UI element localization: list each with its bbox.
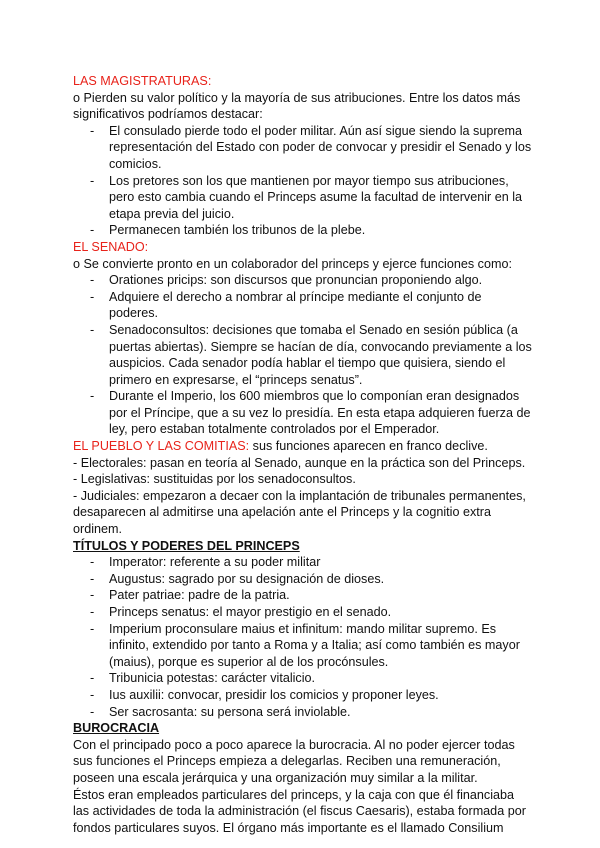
list-item xyxy=(73,123,533,173)
senado-list xyxy=(73,272,533,438)
dash-marker: - xyxy=(90,671,95,686)
list-item-text: Augustus: sagrado por su designación de dioses. xyxy=(109,571,385,586)
list-item xyxy=(73,621,533,671)
dash-marker: - xyxy=(90,289,95,304)
burocracia-paragraph-1: Con el principado poco a poco aparece la burocracia. Al no poder ejercer todas sus funciones el Princeps empieza a delegarlas. Reciben una remuneración, poseen una escala jerárquica y una organización muy similar a la militar. xyxy=(73,737,515,785)
list-item xyxy=(73,554,533,571)
dash-marker: - xyxy=(90,173,95,188)
list-item xyxy=(73,322,533,388)
burocracia-heading: BUROCRACIA xyxy=(73,721,160,736)
list-item-text: Tribunicia potestas: carácter vitalicio. xyxy=(109,671,316,686)
list-item xyxy=(73,670,533,687)
list-item-text: Durante el Imperio, los 600 miembros que lo componían eran designados por el Príncipe, que a su vez lo presidía. En esta etapa adquieren fuerza de ley, pero estaban totalmente controlados por el Emperador. xyxy=(109,389,531,437)
list-item xyxy=(73,587,533,604)
pueblo-line-legislativas: - Legislativas: sustituidas por los senadoconsultos. xyxy=(73,472,356,487)
pueblo-line-electorales: - Electorales: pasan en teoría al Senado, aunque en la práctica son del Princeps. xyxy=(73,455,526,470)
burocracia-paragraph-2: Éstos eran empleados particulares del princeps, y la caja con que él financiaba las actividades de toda la administración (el fiscus Caesaris), estaba formada por fondos particulares suyos. El órgano más importante es el llamado Consilium xyxy=(73,787,526,835)
list-item-text: Adquiere el derecho a nombrar al príncipe mediante el conjunto de poderes. xyxy=(109,289,482,321)
dash-marker: - xyxy=(90,123,95,138)
titulos-list xyxy=(73,554,533,720)
list-item-text: Imperium proconsulare maius et infinitum: mando militar supremo. Es infinito, extendido por tanto a Roma y a Italia; así como también es mayor (maius), porque es superior al de los procónsules. xyxy=(109,621,520,669)
pueblo-paragraph xyxy=(73,438,533,455)
list-item-text: Permanecen también los tribunos de la plebe. xyxy=(109,223,366,238)
senado-intro: o Se convierte pronto en un colaborador del princeps y ejerce funciones como: xyxy=(73,256,512,271)
dash-marker: - xyxy=(90,389,95,404)
list-item xyxy=(73,173,533,223)
pueblo-heading-rest: sus funciones aparecen en franco declive. xyxy=(249,439,488,454)
list-item-text: Ius auxilii: convocar, presidir los comicios y proponer leyes. xyxy=(109,687,439,702)
dash-marker: - xyxy=(90,571,95,586)
dash-marker: - xyxy=(90,621,95,636)
document-page xyxy=(73,73,533,836)
titulos-heading: TÍTULOS Y PODERES DEL PRINCEPS xyxy=(73,538,300,553)
magistraturas-heading: LAS MAGISTRATURAS: xyxy=(73,74,212,88)
dash-marker: - xyxy=(90,555,95,570)
list-item xyxy=(73,604,533,621)
list-item xyxy=(73,289,533,322)
list-item xyxy=(73,687,533,704)
dash-marker: - xyxy=(90,588,95,603)
list-item-text: El consulado pierde todo el poder militar. Aún así sigue siendo la suprema representación del Estado con poder de convocar y presidir el Senado y los comicios. xyxy=(109,123,532,171)
dash-marker: - xyxy=(90,605,95,619)
dash-marker: - xyxy=(90,704,95,719)
list-item-text: Imperator: referente a su poder militar xyxy=(109,555,321,570)
pueblo-heading: EL PUEBLO Y LAS COMITIAS: xyxy=(73,439,250,454)
list-item xyxy=(73,571,533,588)
magistraturas-list xyxy=(73,123,533,239)
list-item xyxy=(73,388,533,438)
list-item-text: Los pretores son los que mantienen por mayor tiempo sus atribuciones, pero esto cambia cuando el Princeps asume la facultad de intervenir en la etapa previa del juicio. xyxy=(109,173,523,221)
dash-marker: - xyxy=(90,322,95,337)
list-item-text: Ser sacrosanta: su persona será inviolable. xyxy=(109,704,351,719)
list-item-text: Senadoconsultos: decisiones que tomaba el Senado en sesión pública (a puertas abiertas). Siempre se hacían de día, convocando previamente a los auspicios. Cada senador podía hablar el tiempo que quisiera, siendo el primero en expresarse, el “princeps senatus”. xyxy=(109,322,532,387)
magistraturas-intro: o Pierden su valor político y la mayoría de sus atribuciones. Entre los datos más significativos podríamos destacar: xyxy=(73,90,521,122)
pueblo-line-judiciales: - Judiciales: empezaron a decaer con la implantación de tribunales permanentes, desaparecen al admitirse una apelación ante el Princeps y la cognitio extra ordinem. xyxy=(73,488,526,537)
dash-marker: - xyxy=(90,273,95,288)
dash-marker: - xyxy=(90,223,95,238)
list-item xyxy=(73,704,533,721)
list-item-text: Princeps senatus: el mayor prestigio en el senado. xyxy=(109,605,392,619)
list-item-text: Pater patriae: padre de la patria. xyxy=(109,588,290,603)
dash-marker: - xyxy=(90,687,95,702)
senado-heading: EL SENADO: xyxy=(73,239,149,254)
list-item-text: Orationes pricips: son discursos que pronuncian proponiendo algo. xyxy=(109,273,483,288)
list-item xyxy=(73,222,533,239)
list-item xyxy=(73,272,533,289)
